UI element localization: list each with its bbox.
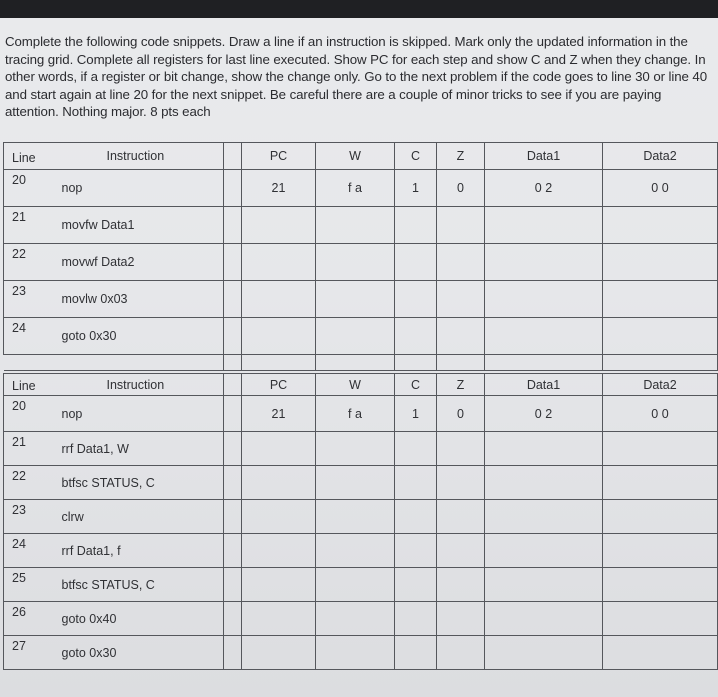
z-cell[interactable] xyxy=(437,534,485,568)
col-header-instruction: Instruction xyxy=(59,374,224,396)
pc-cell[interactable] xyxy=(242,281,316,318)
table-row xyxy=(4,396,718,432)
blank-cell[interactable] xyxy=(224,500,242,534)
data2-cell[interactable] xyxy=(603,244,718,281)
z-cell[interactable] xyxy=(437,466,485,500)
data1-cell[interactable] xyxy=(485,207,603,244)
instructions-paragraph: Complete the following code snippets. Draw a line if an instruction is skipped. Mark only the updated information in the tracing grid. Complete all registers for last line executed. Show PC for each step and show C and Z when they change. In other words, if a register or bit change, show the change only. Go to the next problem if the code goes to line 30 or line 40 and start again at line 20 for the next snippet. Be careful there are a couple of minor tricks to see if you are paying attention. Nothing major. 8 pts each xyxy=(5,34,708,120)
z-cell[interactable] xyxy=(437,500,485,534)
table-row xyxy=(4,466,718,500)
blank-cell[interactable] xyxy=(224,568,242,602)
instruction-cell: clrw xyxy=(59,500,224,534)
col-header-data1: Data1 xyxy=(485,143,603,170)
c-cell[interactable] xyxy=(395,466,437,500)
table-row xyxy=(4,636,718,670)
c-cell[interactable] xyxy=(395,244,437,281)
data2-cell[interactable] xyxy=(603,432,718,466)
w-cell[interactable] xyxy=(316,636,395,670)
c-cell[interactable] xyxy=(395,568,437,602)
data1-cell[interactable] xyxy=(485,281,603,318)
col-header-pc: PC xyxy=(242,374,316,396)
w-cell[interactable] xyxy=(316,432,395,466)
data2-cell[interactable] xyxy=(603,207,718,244)
instruction-cell: btfsc STATUS, C xyxy=(59,466,224,500)
blank-cell[interactable] xyxy=(224,534,242,568)
data1-cell[interactable] xyxy=(485,568,603,602)
w-cell[interactable] xyxy=(316,534,395,568)
col-header-data2: Data2 xyxy=(603,143,718,170)
data1-cell[interactable] xyxy=(485,636,603,670)
instruction-cell: goto 0x30 xyxy=(59,318,224,355)
z-cell[interactable] xyxy=(437,432,485,466)
tracing-grid-snippet-2 xyxy=(3,373,718,670)
line-number: 23 xyxy=(4,281,59,318)
c-cell[interactable] xyxy=(395,534,437,568)
table-row xyxy=(4,602,718,636)
w-value[interactable]: f a xyxy=(316,396,395,432)
col-header-z: Z xyxy=(437,374,485,396)
table-row xyxy=(4,500,718,534)
w-cell[interactable] xyxy=(316,207,395,244)
pc-cell[interactable] xyxy=(242,534,316,568)
line-number: 25 xyxy=(4,568,59,602)
spacer-cell xyxy=(224,143,242,170)
data1-cell[interactable] xyxy=(485,500,603,534)
line-number: 23 xyxy=(4,500,59,534)
data2-cell[interactable] xyxy=(603,318,718,355)
data1-cell[interactable] xyxy=(485,534,603,568)
line-number: 20 xyxy=(4,396,59,432)
table-row xyxy=(4,281,718,318)
blank-cell[interactable] xyxy=(224,466,242,500)
data1-cell[interactable] xyxy=(485,602,603,636)
c-cell[interactable] xyxy=(395,318,437,355)
table-row xyxy=(4,432,718,466)
data1-cell[interactable] xyxy=(485,432,603,466)
table-row xyxy=(4,244,718,281)
instruction-cell: rrf Data1, f xyxy=(59,534,224,568)
col-header-pc: PC xyxy=(242,143,316,170)
w-cell[interactable] xyxy=(316,244,395,281)
blank-cell[interactable] xyxy=(224,244,242,281)
line-number: 26 xyxy=(4,602,59,636)
data1-value[interactable]: 0 2 xyxy=(485,170,603,207)
data2-cell[interactable] xyxy=(603,602,718,636)
col-header-w: W xyxy=(316,143,395,170)
pc-cell[interactable] xyxy=(242,500,316,534)
z-cell[interactable] xyxy=(437,281,485,318)
pc-cell[interactable] xyxy=(242,244,316,281)
c-cell[interactable] xyxy=(395,636,437,670)
line-number: 27 xyxy=(4,636,59,670)
c-cell[interactable] xyxy=(395,602,437,636)
c-value[interactable]: 1 xyxy=(395,396,437,432)
data2-cell[interactable] xyxy=(603,568,718,602)
instruction-cell: movwf Data2 xyxy=(59,244,224,281)
pc-cell[interactable] xyxy=(242,568,316,602)
table-row xyxy=(4,207,718,244)
instruction-cell: goto 0x30 xyxy=(59,636,224,670)
z-cell[interactable] xyxy=(437,207,485,244)
w-value[interactable]: f a xyxy=(316,170,395,207)
blank-cell[interactable] xyxy=(224,602,242,636)
data2-cell[interactable] xyxy=(603,636,718,670)
line-number: 21 xyxy=(4,207,59,244)
c-cell[interactable] xyxy=(395,500,437,534)
w-cell[interactable] xyxy=(316,318,395,355)
c-cell[interactable] xyxy=(395,281,437,318)
data2-value[interactable]: 0 0 xyxy=(603,170,718,207)
blank-cell[interactable] xyxy=(224,318,242,355)
pc-value[interactable]: 21 xyxy=(242,396,316,432)
col-header-line: Line xyxy=(4,374,59,396)
instruction-cell: btfsc STATUS, C xyxy=(59,568,224,602)
c-value[interactable]: 1 xyxy=(395,170,437,207)
z-value[interactable]: 0 xyxy=(437,170,485,207)
blank-cell[interactable] xyxy=(224,432,242,466)
w-cell[interactable] xyxy=(316,500,395,534)
data1-cell[interactable] xyxy=(485,466,603,500)
pc-cell[interactable] xyxy=(242,207,316,244)
data1-cell[interactable] xyxy=(485,244,603,281)
col-header-c: C xyxy=(395,143,437,170)
w-cell[interactable] xyxy=(316,568,395,602)
instruction-cell: rrf Data1, W xyxy=(59,432,224,466)
z-cell[interactable] xyxy=(437,568,485,602)
pc-value[interactable]: 21 xyxy=(242,170,316,207)
grid-header-row xyxy=(4,374,718,396)
blank-cell[interactable] xyxy=(224,396,242,432)
spacer-row xyxy=(4,355,718,371)
line-number: 21 xyxy=(4,432,59,466)
table-row xyxy=(4,318,718,355)
spacer-cell xyxy=(224,374,242,396)
blank-cell[interactable] xyxy=(224,170,242,207)
line-number: 22 xyxy=(4,466,59,500)
table-row xyxy=(4,534,718,568)
pc-cell[interactable] xyxy=(242,432,316,466)
w-cell[interactable] xyxy=(316,602,395,636)
data2-value[interactable]: 0 0 xyxy=(603,396,718,432)
col-header-z: Z xyxy=(437,143,485,170)
worksheet-page xyxy=(0,18,718,697)
tracing-grid-snippet-1 xyxy=(3,142,718,371)
pc-cell[interactable] xyxy=(242,636,316,670)
grid-header-row xyxy=(4,143,718,170)
pc-cell[interactable] xyxy=(242,318,316,355)
data2-cell[interactable] xyxy=(603,534,718,568)
table-row xyxy=(4,568,718,602)
z-cell[interactable] xyxy=(437,318,485,355)
col-header-instruction: Instruction xyxy=(59,143,224,170)
z-cell[interactable] xyxy=(437,244,485,281)
instruction-cell: nop xyxy=(59,170,224,207)
blank-cell[interactable] xyxy=(224,207,242,244)
col-header-line: Line xyxy=(4,143,59,170)
data1-cell[interactable] xyxy=(485,318,603,355)
col-header-data1: Data1 xyxy=(485,374,603,396)
instruction-cell: movlw 0x03 xyxy=(59,281,224,318)
pc-cell[interactable] xyxy=(242,602,316,636)
w-cell[interactable] xyxy=(316,466,395,500)
blank-cell[interactable] xyxy=(224,636,242,670)
data2-cell[interactable] xyxy=(603,500,718,534)
col-header-data2: Data2 xyxy=(603,374,718,396)
col-header-w: W xyxy=(316,374,395,396)
line-number: 24 xyxy=(4,318,59,355)
instruction-cell: movfw Data1 xyxy=(59,207,224,244)
blank-cell[interactable] xyxy=(224,281,242,318)
line-number: 24 xyxy=(4,534,59,568)
pc-cell[interactable] xyxy=(242,466,316,500)
data2-cell[interactable] xyxy=(603,281,718,318)
data2-cell[interactable] xyxy=(603,466,718,500)
top-dark-edge xyxy=(0,0,718,18)
line-number: 20 xyxy=(4,170,59,207)
c-cell[interactable] xyxy=(395,432,437,466)
z-cell[interactable] xyxy=(437,602,485,636)
z-cell[interactable] xyxy=(437,636,485,670)
col-header-c: C xyxy=(395,374,437,396)
z-value[interactable]: 0 xyxy=(437,396,485,432)
instruction-cell: nop xyxy=(59,396,224,432)
line-number: 22 xyxy=(4,244,59,281)
table-row xyxy=(4,170,718,207)
w-cell[interactable] xyxy=(316,281,395,318)
c-cell[interactable] xyxy=(395,207,437,244)
instruction-cell: goto 0x40 xyxy=(59,602,224,636)
data1-value[interactable]: 0 2 xyxy=(485,396,603,432)
